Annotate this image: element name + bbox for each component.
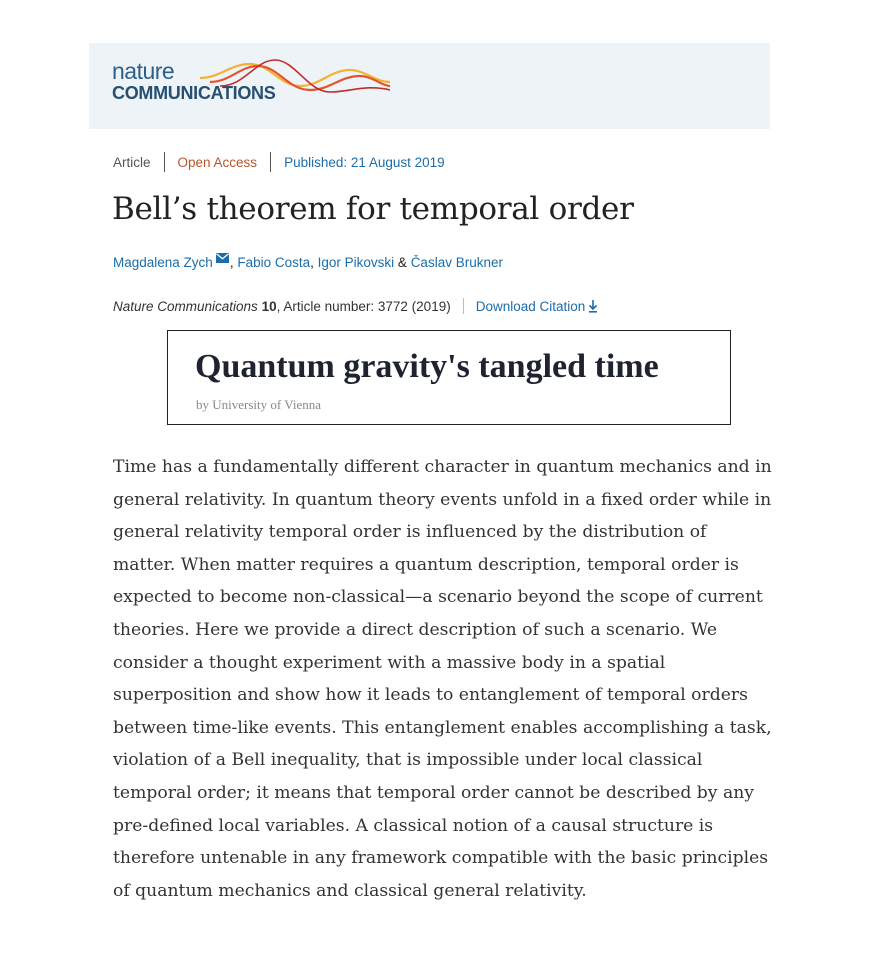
article-title: Bell’s theorem for temporal order (112, 191, 634, 227)
logo-communications-text: COMMUNICATIONS (112, 83, 276, 103)
news-headline-box (167, 330, 731, 425)
journal-volume: 10 (261, 298, 277, 314)
article-meta (113, 152, 445, 172)
article-number: , Article number: 3772 (2019) (276, 298, 451, 314)
logo-waves-icon (200, 56, 390, 101)
citation-divider (463, 298, 464, 314)
article-type: Article (113, 154, 151, 170)
logo-nature-text: nature (112, 58, 175, 84)
journal-header (89, 43, 770, 129)
download-citation-link[interactable] (476, 299, 599, 314)
citation-line (113, 298, 598, 314)
news-byline: by University of Vienna (196, 397, 321, 412)
author-link[interactable]: Časlav Brukner (410, 255, 503, 270)
abstract-text: Time has a fundamentally different character in quantum mechanics and in general relativity. In quantum theory events unfold in a fixed order while in general relativity temporal order is influenced by the distribution of matter. When matter requires a quantum description, temporal order is expected to become non-classical—a scenario beyond the scope of current theories. Here we provide a direct description of such a scenario. We consider a thought experiment with a massive body in a spatial superposition and show how it leads to entanglement of temporal orders between time-like events. This entanglement enables accomplishing a task, violation of a Bell inequality, that is impossible under local classical temporal order; it means that temporal order cannot be described by any pre-defined local variables. A classical notion of a causal structure is therefore untenable in any framework compatible with the basic principles of quantum mechanics and classical general relativity. (113, 457, 772, 901)
author-link[interactable]: Igor Pikovski (317, 255, 395, 270)
meta-divider (164, 152, 165, 172)
author-link[interactable]: Fabio Costa (237, 255, 311, 270)
journal-name: Nature Communications (113, 298, 258, 314)
download-icon (588, 300, 598, 313)
author-link[interactable]: Magdalena Zych (113, 255, 213, 270)
open-access-badge: Open Access (177, 154, 258, 170)
published-date: Published: 21 August 2019 (284, 154, 445, 170)
mail-icon[interactable] (216, 253, 229, 263)
nature-communications-logo[interactable] (112, 56, 392, 116)
download-citation-label: Download Citation (475, 298, 586, 314)
news-headline: Quantum gravity's tangled time (195, 348, 659, 385)
author-conjunction: & (394, 255, 411, 270)
meta-divider (270, 152, 271, 172)
author-list: Magdalena Zych , Fabio Costa, Igor Pikovski & Časlav Brukner (113, 255, 503, 270)
